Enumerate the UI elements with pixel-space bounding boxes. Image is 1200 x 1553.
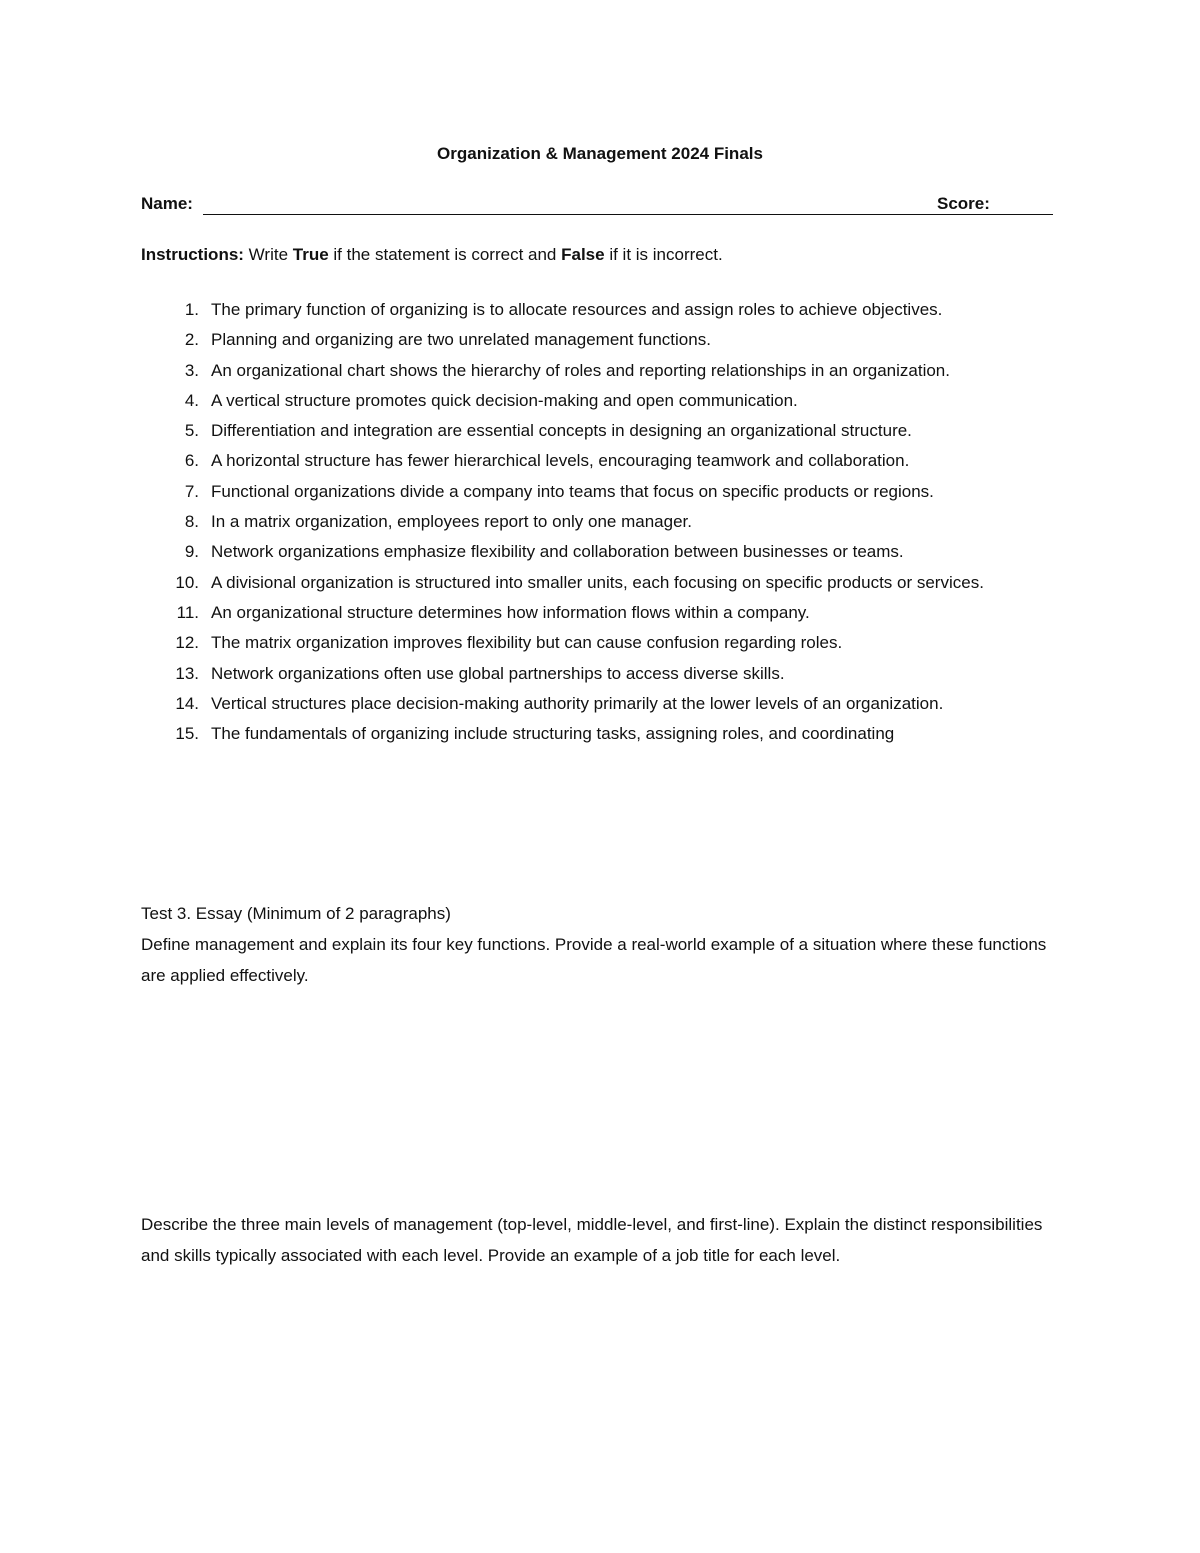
list-item bbox=[141, 628, 1071, 658]
essay-question-1: Define management and explain its four key functions. Provide a real-world example of a situation where these functions are applied effectively. bbox=[141, 935, 1047, 985]
list-item bbox=[141, 568, 1071, 598]
item-number: 4. bbox=[184, 390, 199, 410]
item-number: 14. bbox=[175, 693, 199, 713]
score-label: Score: bbox=[931, 194, 992, 214]
item-number: 8. bbox=[184, 512, 199, 532]
list-item bbox=[141, 537, 1071, 567]
list-item bbox=[141, 719, 1071, 749]
item-number: 10. bbox=[175, 572, 199, 592]
item-number: 3. bbox=[184, 360, 199, 380]
name-label: Name: bbox=[141, 194, 193, 213]
true-false-list bbox=[141, 295, 1071, 749]
item-statement: Vertical structures place decision-making authority primarily at the lower levels of an organization. bbox=[211, 693, 944, 713]
item-statement: Planning and organizing are two unrelated management functions. bbox=[211, 330, 711, 350]
essay-heading: Test 3. Essay (Minimum of 2 paragraphs) bbox=[141, 904, 451, 923]
instructions-text-1: Write bbox=[243, 245, 293, 264]
item-number: 11. bbox=[176, 602, 199, 622]
item-number: 12. bbox=[175, 633, 199, 653]
item-number: 2. bbox=[184, 330, 199, 350]
item-statement: A vertical structure promotes quick decision-making and open communication. bbox=[211, 390, 798, 410]
item-statement: Network organizations emphasize flexibility and collaboration between businesses or teams. bbox=[211, 542, 904, 562]
item-number: 5. bbox=[184, 421, 199, 441]
instructions bbox=[141, 245, 1101, 265]
item-statement: Differentiation and integration are essential concepts in designing an organizational structure. bbox=[211, 421, 912, 441]
item-statement: An organizational structure determines how information flows within a company. bbox=[211, 602, 810, 622]
item-number: 9. bbox=[184, 542, 199, 562]
list-item bbox=[141, 598, 1071, 628]
item-number: 15. bbox=[175, 724, 199, 744]
list-item bbox=[141, 659, 1071, 689]
list-item bbox=[141, 446, 1071, 476]
name-score-row bbox=[141, 194, 1051, 220]
item-statement: The matrix organization improves flexibility but can cause confusion regarding roles. bbox=[211, 633, 843, 653]
list-item bbox=[141, 477, 1071, 507]
item-statement: A horizontal structure has fewer hierarchical levels, encouraging teamwork and collaboration. bbox=[211, 451, 910, 471]
item-statement: A divisional organization is structured into smaller units, each focusing on specific products or services. bbox=[211, 572, 984, 592]
list-item bbox=[141, 689, 1071, 719]
list-item bbox=[141, 356, 1071, 386]
list-item bbox=[141, 295, 1071, 325]
item-statement: An organizational chart shows the hierarchy of roles and reporting relationships in an organization. bbox=[211, 360, 950, 380]
instructions-label: Instructions: bbox=[141, 245, 244, 264]
page-title: Organization & Management 2024 Finals bbox=[437, 144, 763, 163]
item-statement: Functional organizations divide a company into teams that focus on specific products or regions. bbox=[211, 481, 934, 501]
instructions-text-2: if the statement is correct and bbox=[328, 245, 562, 264]
list-item bbox=[141, 325, 1071, 355]
item-number: 13. bbox=[175, 663, 199, 683]
instructions-true-word: True bbox=[292, 245, 329, 264]
name-blank-line[interactable] bbox=[203, 214, 1053, 215]
item-statement: In a matrix organization, employees report to only one manager. bbox=[211, 512, 692, 532]
list-item bbox=[141, 386, 1071, 416]
instructions-text-3: if it is incorrect. bbox=[604, 245, 723, 264]
item-number: 6. bbox=[184, 451, 199, 471]
item-statement: Network organizations often use global partnerships to access diverse skills. bbox=[211, 663, 785, 683]
instructions-false-word: False bbox=[561, 245, 605, 264]
score-blank-line[interactable] bbox=[974, 214, 1050, 215]
list-item bbox=[141, 416, 1071, 446]
list-item bbox=[141, 507, 1071, 537]
item-statement: The primary function of organizing is to allocate resources and assign roles to achieve objectives. bbox=[211, 300, 943, 319]
item-number: 7. bbox=[184, 481, 199, 501]
essay-question-2: Describe the three main levels of management (top-level, middle-level, and first-line). Explain the distinct responsibilities and skills typically associated with each level. Provide an example of a job title for each level. bbox=[141, 1215, 1043, 1265]
item-statement: The fundamentals of organizing include structuring tasks, assigning roles, and coordinating bbox=[211, 724, 895, 744]
item-number: 1. bbox=[184, 300, 199, 319]
